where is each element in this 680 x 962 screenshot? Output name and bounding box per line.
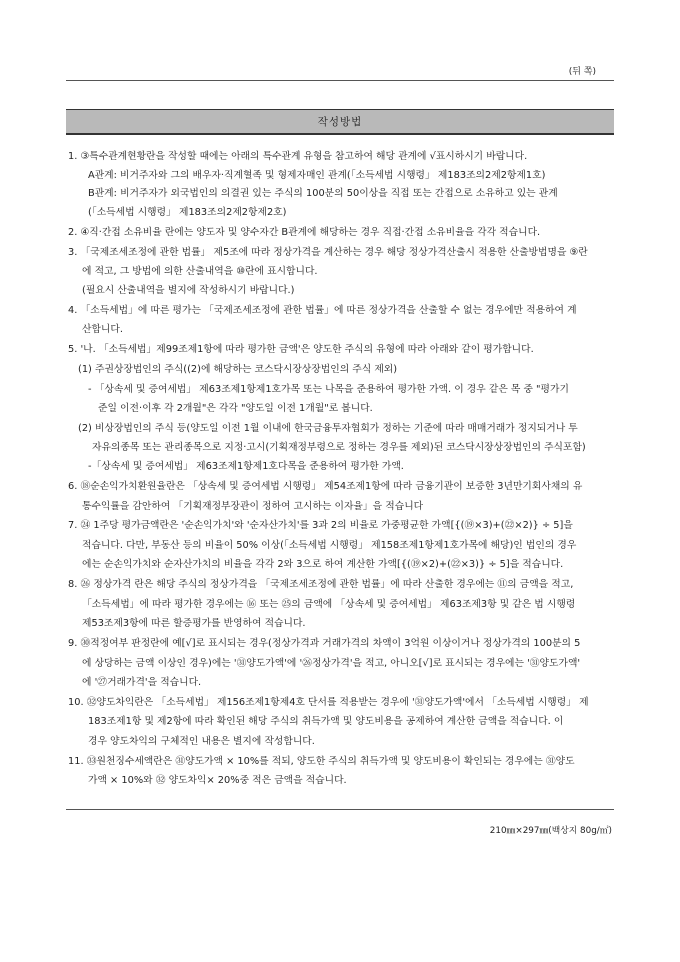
instruction-line: 통수익률을 감안하여 「기획재정부장관이 정하여 고시하는 이자율」을 적습니다	[82, 501, 424, 512]
instruction-line: 적습니다. 다만, 부동산 등의 비율이 50% 이상(「소득세법 시행령」 제158조제1항제1호가목에 해당)인 법인의 경우	[82, 540, 577, 551]
instruction-line: (2) 비상장법인의 주식 등(양도일 이전 1월 이내에 한국금융투자협회가 정하는 기준에 따라 매매거래가 정지되거나 투	[78, 423, 578, 434]
instruction-line: 에 '㉗거래가격'을 적습니다.	[82, 677, 202, 688]
paper-spec: 210㎜×297㎜(백상지 80g/㎡)	[489, 826, 612, 836]
page-side-note: (뒤 쪽)	[568, 67, 596, 77]
instruction-line: 준일 이전·이후 각 2개월"은 각각 "양도일 이전 1개월"로 봅니다.	[98, 403, 373, 414]
instruction-line: 9. ㉚적정여부 판정란에 예[√]로 표시되는 경우(정상가격과 거래가격의 차액이 3억원 이상이거나 정상가격의 100분의 5	[68, 638, 581, 649]
instruction-line: 10. ㉜양도차익란은 「소득세법」 제156조제1항제4호 단서를 적용받는 경우에 '㉛양도가액'에서 「소득세법 시행령」 제	[68, 697, 589, 708]
instruction-line: A관계: 비거주자와 그의 배우자·직계혈족 및 형제자매인 관계(「소득세법 시행령」 제183조의2제2항제1호)	[88, 170, 546, 181]
instruction-line: 183조제1항 및 제2항에 따라 확인된 해당 주식의 취득가액 및 양도비용을 공제하여 계산한 금액을 적습니다. 이	[88, 716, 564, 727]
instruction-line: B관계: 비거주자가 외국법인의 의결권 있는 주식의 100분의 50이상을 직접 또는 간접으로 소유하고 있는 관계	[88, 188, 558, 199]
bottom-divider	[66, 809, 614, 810]
instruction-line: (필요시 산출내역을 별지에 작성하시기 바랍니다.)	[82, 285, 295, 296]
instruction-line: 4. 「소득세법」에 따른 평가는 「국제조세조정에 관한 법률」에 따른 정상가격을 산출할 수 없는 경우에만 적용하여 계	[68, 305, 577, 316]
instruction-line: 에는 순손익가치와 순자산가치의 비율을 각각 2와 3으로 하여 계산한 가액[{(⑲×2)+(㉒×3)} ÷ 5]을 적습니다.	[82, 559, 564, 570]
instruction-line: 가액 × 10%와 ㉜ 양도차익× 20%중 적은 금액을 적습니다.	[88, 775, 347, 786]
instruction-line: 2. ④직·간접 소유비율 란에는 양도자 및 양수자간 B관계에 해당하는 경우 직접·간접 소유비율을 각각 적습니다.	[68, 227, 541, 238]
instruction-line: 1. ③특수관계현황란을 작성할 때에는 아래의 특수관계 유형을 참고하여 해당 관계에 √표시하시기 바랍니다.	[68, 151, 528, 162]
instruction-line: 3. 「국제조세조정에 관한 법률」 제5조에 따라 정상가격을 계산하는 경우 해당 정상가격산출시 적용한 산출방법명을 ⑨란	[68, 247, 588, 258]
section-title: 작성방법	[66, 109, 614, 135]
instruction-line: 5. '나. 「소득세법」제99조제1항에 따라 평가한 금액'은 양도한 주식의 유형에 따라 아래와 같이 평가합니다.	[68, 344, 534, 355]
instruction-line: 경우 양도차익의 구체적인 내용은 별지에 작성합니다.	[88, 736, 315, 747]
instruction-line: - 「상속세 및 증여세법」 제63조제1항제1호가목 또는 나목을 준용하여 평가한 가액. 이 경우 같은 목 중 "평가기	[88, 384, 569, 395]
instruction-line: 7. ㉔ 1주당 평가금액란은 '순손익가치'와 '순자산가치'를 3과 2의 비율로 가중평균한 가액[{(⑲×3)+(㉒×2)} ÷ 5]을	[68, 520, 573, 531]
instruction-line: 자유의종목 또는 관리종목으로 지정·고시(기획재정부령으로 정하는 경우를 제외)된 코스닥시장상장법인의 주식포함)	[92, 442, 586, 453]
instruction-line: 11. ㉝원천징수세액란은 ㉛양도가액 × 10%를 적되, 양도한 주식의 취득가액 및 양도비용이 확인되는 경우에는 ㉛양도	[68, 756, 575, 767]
instruction-line: (1) 주권상장법인의 주식((2)에 해당하는 코스닥시장상장법인의 주식 제외)	[78, 364, 398, 375]
instruction-line: 「소득세법」에 따라 평가한 경우에는 ⑯ 또는 ㉕의 금액에 「상속세 및 증여세법」 제63조제3항 및 같은 법 시행령	[82, 599, 576, 610]
instruction-line: 에 상당하는 금액 이상인 경우)에는 '㉛양도가액'에 '㉖정상가격'을 적고, 아니오[√]로 표시되는 경우에는 '㉛양도가액'	[82, 658, 581, 669]
instruction-line: 산합니다.	[82, 324, 123, 335]
instruction-line: 6. ⑱순손익가치환원율란은 「상속세 및 증여세법 시행령」 제54조제1항에 따라 금융기관이 보증한 3년만기회사채의 유	[68, 481, 583, 492]
top-divider	[66, 80, 614, 81]
instruction-line: (「소득세법 시행령」 제183조의2제2항제2호)	[88, 207, 287, 218]
instruction-line: 제53조제3항에 따른 할증평가를 반영하여 적습니다.	[82, 618, 306, 629]
instruction-line: -「상속세 및 증여세법」 제63조제1항제1호다목을 준용하여 평가한 가액.	[88, 461, 404, 472]
instruction-line: 8. ㉖ 정상가격 란은 해당 주식의 정상가격을 「국제조세조정에 관한 법률」에 따라 산출한 경우에는 ⑪의 금액을 적고,	[68, 579, 574, 590]
instruction-line: 에 적고, 그 방법에 의한 산출내역을 ⑩란에 표시합니다.	[82, 266, 318, 277]
